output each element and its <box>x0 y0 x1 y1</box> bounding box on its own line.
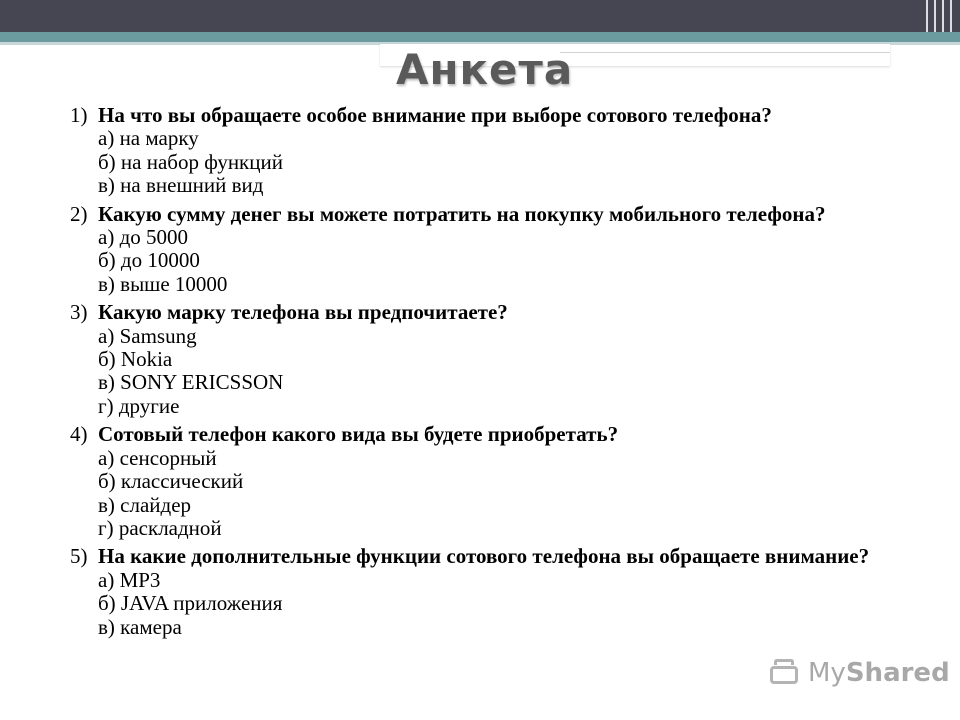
presentation-icon <box>768 658 802 688</box>
answer-option: в) на внешний вид <box>98 173 264 198</box>
answer-option: б) классический <box>98 469 244 494</box>
answer-option: в) SONY ERICSSON <box>98 370 284 395</box>
question-number: 4) <box>70 422 88 447</box>
watermark-logo <box>768 654 950 692</box>
answer-option: б) на набор функций <box>98 149 283 174</box>
question-number: 2) <box>70 201 88 226</box>
slide-title: Анкета <box>396 45 574 94</box>
answer-option: в) слайдер <box>98 492 192 517</box>
questionnaire <box>70 104 890 644</box>
watermark-suffix: Shared <box>845 658 950 688</box>
question-1 <box>70 104 890 198</box>
watermark-prefix: My <box>808 658 846 688</box>
question-text: На что вы обращаете особое внимание при выборе сотового телефона? <box>98 103 772 127</box>
question-2 <box>70 203 890 297</box>
question-number: 3) <box>70 300 88 325</box>
answer-option: а) сенсорный <box>98 445 217 470</box>
accent-stripe <box>0 32 960 42</box>
answer-option: г) раскладной <box>98 515 222 540</box>
answer-option: в) выше 10000 <box>98 271 228 296</box>
question-number: 5) <box>70 544 88 569</box>
title-rule <box>560 52 890 67</box>
question-5 <box>70 545 890 639</box>
question-text: Сотовый телефон какого вида вы будете приобретать? <box>98 422 619 447</box>
answer-option: а) до 5000 <box>98 225 188 250</box>
answer-option: а) на марку <box>98 126 199 151</box>
answer-option: а) MP3 <box>98 567 161 592</box>
answer-option: б) Nokia <box>98 347 173 372</box>
question-text: На какие дополнительные функции сотового телефона вы обращаете внимание? <box>98 544 870 569</box>
question-text: Какую сумму денег вы можете потратить на покупку мобильного телефона? <box>98 201 826 226</box>
question-text: Какую марку телефона вы предпочитаете? <box>98 300 508 325</box>
answer-option: б) до 10000 <box>98 248 200 273</box>
answer-option: б) JAVA приложения <box>98 591 283 616</box>
question-number: 1) <box>70 103 88 127</box>
question-3 <box>70 301 890 418</box>
watermark-text <box>808 658 950 688</box>
answer-option: в) камера <box>98 614 182 639</box>
answer-option: а) Samsung <box>98 323 197 348</box>
question-4 <box>70 423 890 540</box>
answer-option: г) другие <box>98 393 180 418</box>
top-banner <box>0 0 960 32</box>
